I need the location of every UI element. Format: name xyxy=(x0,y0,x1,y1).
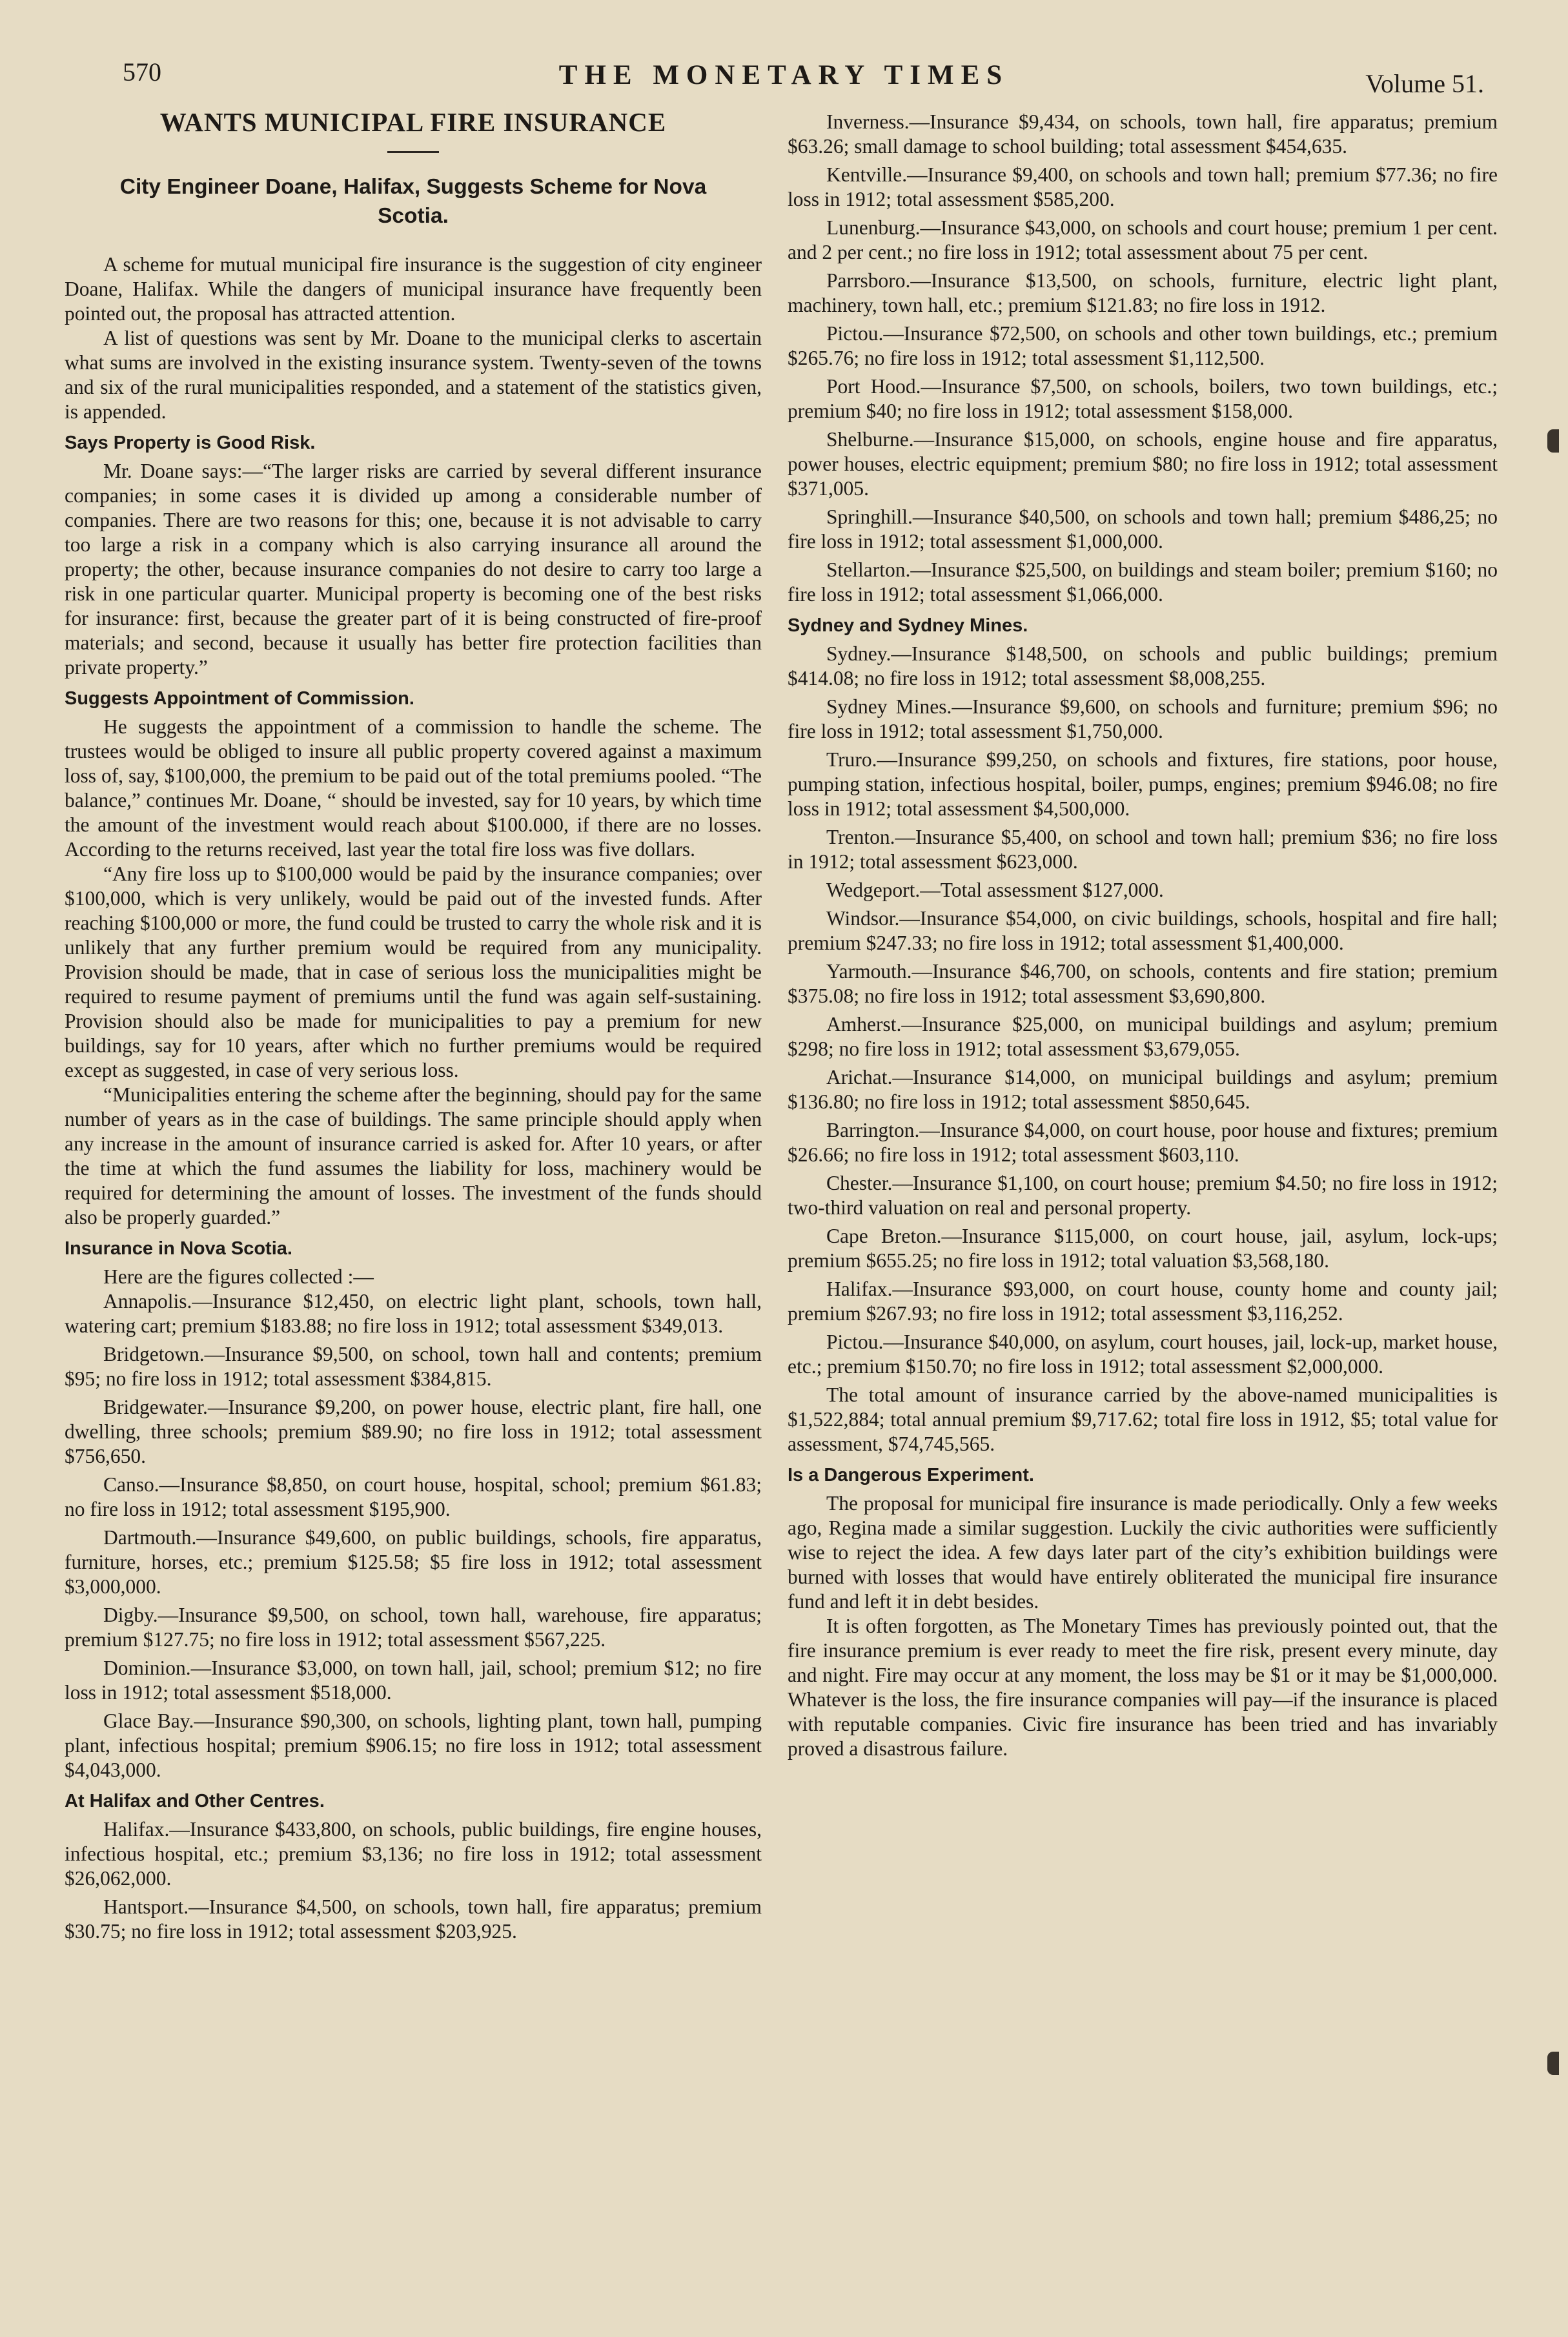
list-item: Barrington.—Insurance $4,000, on court house, poor house and fixtures; premium $26.66; no fire loss in 1912; total assessment $603,110. xyxy=(788,1119,1498,1166)
title-rule xyxy=(387,151,439,153)
section-heading: Suggests Appointment of Commission. xyxy=(65,688,414,709)
list-item: Kentville.—Insurance $9,400, on schools and town hall; premium $77.36; no fire loss in 1912; total assessment $585,200. xyxy=(788,163,1498,210)
section-heading: Insurance in Nova Scotia. xyxy=(65,1238,292,1259)
list-item: Dominion.—Insurance $3,000, on town hall, jail, school; premium $12; no fire loss in 1912; total assessment $518,000. xyxy=(65,1657,762,1704)
list-item: Hantsport.—Insurance $4,500, on schools, town hall, fire apparatus; premium $30.75; no fire loss in 1912; total assessment $203,925. xyxy=(65,1895,762,1943)
paragraph: He suggests the appointment of a commission to handle the scheme. The trustees would be obliged to insure all public property covered against a maximum loss of, say, $100,000, the premium to be paid out of the total premiums pooled. “The balance,” continues Mr. Doane, “ should be invested, say for 10 years, by which time the amount of the investment would reach about $100.000, if there are no losses. According to the returns received, last year the total fire loss was five dollars. xyxy=(65,715,762,861)
section-heading: Is a Dangerous Experiment. xyxy=(788,1465,1034,1485)
paragraph: It is often forgotten, as The Monetary Times has previously pointed out, that the fire insurance premium is ever ready to meet the fire risk, present every minute, day and night. Fire may occur at any moment, the loss may be $1 or it may be $1,000,000. Whatever is the loss, the fire insurance companies will pay—if the insurance is placed with reputable companies. Civic fire insurance has been tried and has invariably proved a disastrous failure. xyxy=(788,1615,1498,1760)
section-heading: Says Property is Good Risk. xyxy=(65,433,316,453)
list-item: Stellarton.—Insurance $25,500, on buildings and steam boiler; premium $160; no fire loss in 1912; total assessment $1,066,000. xyxy=(788,558,1498,606)
list-item: Lunenburg.—Insurance $43,000, on schools and court house; premium 1 per cent. and 2 per cent.; no fire loss in 1912; total assessment about 75 per cent. xyxy=(788,216,1498,263)
list-item: Dartmouth.—Insurance $49,600, on public buildings, schools, fire apparatus, furniture, horses, etc.; premium $125.58; $5 fire loss in 1912; total assessment $3,000,000. xyxy=(65,1526,762,1598)
paragraph: The proposal for municipal fire insurance is made periodically. Only a few weeks ago, Regina made a similar suggestion. Luckily the civic authorities were sufficiently wise to reject the idea. A few days later part of the city’s exhibition buildings were burned with losses that would have entirely obliterated the municipal fire insurance fund and left it in debt besides. xyxy=(788,1492,1498,1613)
list-item: Digby.—Insurance $9,500, on school, town hall, warehouse, fire apparatus; premium $127.75; no fire loss in 1912; total assessment $567,225. xyxy=(65,1604,762,1651)
list-item: Bridgetown.—Insurance $9,500, on school, town hall and contents; premium $95; no fire loss in 1912; total assessment $384,815. xyxy=(65,1343,762,1390)
list-item: Halifax.—Insurance $433,800, on schools, public buildings, fire engine houses, infectious hospital, etc.; premium $3,136; no fire loss in 1912; total assessment $26,062,000. xyxy=(65,1818,762,1890)
right-column xyxy=(788,110,1498,2279)
running-head: THE MONETARY TIMES xyxy=(558,60,1010,90)
list-item: The total amount of insurance carried by the above-named municipalities is $1,522,884; total annual premium $9,717.62; total fire loss in 1912, $5; total value for assessment, $74,745,565. xyxy=(788,1383,1498,1455)
list-item: Inverness.—Insurance $9,434, on schools, town hall, fire apparatus; premium $63.26; small damage to school building; total assessment $454,635. xyxy=(788,110,1498,158)
page-number: 570 xyxy=(123,57,161,87)
section-heading: Sydney and Sydney Mines. xyxy=(788,615,1028,636)
list-item: Pictou.—Insurance $40,000, on asylum, court houses, jail, lock-up, market house, etc.; premium $150.70; no fire loss in 1912; total assessment $2,000,000. xyxy=(788,1331,1498,1378)
page-header xyxy=(0,0,1568,110)
list-item: Yarmouth.—Insurance $46,700, on schools, contents and fire station; premium $375.08; no fire loss in 1912; total assessment $3,690,800. xyxy=(788,960,1498,1007)
binding-tab xyxy=(1547,429,1559,453)
paragraph: Here are the figures collected :— xyxy=(103,1265,374,1288)
list-item: Shelburne.—Insurance $15,000, on schools, engine house and fire apparatus, power houses, electric equipment; premium $80; no fire loss in 1912; total assessment $371,005. xyxy=(788,428,1498,500)
list-item: Sydney Mines.—Insurance $9,600, on schools and furniture; premium $96; no fire loss in 1912; total assessment $1,750,000. xyxy=(788,695,1498,742)
paragraph: A list of questions was sent by Mr. Doane to the municipal clerks to ascertain what sums are involved in the existing insurance system. Twenty-seven of the towns and six of the rural municipalities responded, and a statement of the statistics given, is appended. xyxy=(65,327,762,423)
list-item: Sydney.—Insurance $148,500, on schools and public buildings; premium $414.08; no fire loss in 1912; total assessment $8,008,255. xyxy=(788,642,1498,689)
paragraph: Mr. Doane says:—“The larger risks are carried by several different insurance companies; in some cases it is divided up among a considerable number of companies. There are two reasons for this; one, because it is not advisable to carry too large a risk in a company which is also carrying insurance all around the property; the other, because insurance companies do not desire to carry too large a risk in one particular quarter. Municipal property is becoming one of the best risks for insurance: first, because the greater part of it is being constructed of fire-proof materials; and second, because it usually has better fire protection facilities than private property.” xyxy=(65,460,762,679)
left-column xyxy=(65,110,762,2279)
list-item: Arichat.—Insurance $14,000, on municipal buildings and asylum; premium $136.80; no fire loss in 1912; total assessment $850,645. xyxy=(788,1066,1498,1113)
list-item: Port Hood.—Insurance $7,500, on schools, boilers, two town buildings, etc.; premium $40; no fire loss in 1912; total assessment $158,000. xyxy=(788,375,1498,422)
paragraph: A scheme for mutual municipal fire insurance is the suggestion of city engineer Doane, Halifax. While the dangers of municipal insurance have frequently been pointed out, the proposal has attracted attention. xyxy=(65,253,762,325)
section-heading: At Halifax and Other Centres. xyxy=(65,1791,325,1811)
list-item: Annapolis.—Insurance $12,450, on electric light plant, schools, town hall, watering cart; premium $183.88; no fire loss in 1912; total assessment $349,013. xyxy=(65,1290,762,1337)
list-item: Amherst.—Insurance $25,000, on municipal buildings and asylum; premium $298; no fire loss in 1912; total assessment $3,679,055. xyxy=(788,1013,1498,1060)
list-item: Truro.—Insurance $99,250, on schools and fixtures, fire stations, poor house, pumping station, infectious hospital, boiler, pumps, engines; premium $946.08; no fire loss in 1912; total assessment $4,500,000. xyxy=(788,748,1498,820)
paragraph: “Any fire loss up to $100,000 would be paid by the insurance companies; over $100,000, which is very unlikely, would be paid out of the invested funds. After reaching $100,000 or more, the fund could be trusted to carry the whole risk and it is unlikely that any further premium would be required from any municipality. Provision should be made, that in case of serious loss the municipalities might be required to resume payment of premiums until the fund was again self-sustaining. Provision should also be made for municipalities to pay a premium for new buildings, say for 10 years, after which no further premiums would be required except as suggested, in case of very serious loss. xyxy=(65,862,762,1081)
list-item: Wedgeport.—Total assessment $127,000. xyxy=(826,879,1164,901)
list-item: Pictou.—Insurance $72,500, on schools and other town buildings, etc.; premium $265.76; no fire loss in 1912; total assessment $1,112,500. xyxy=(788,322,1498,369)
list-item: Windsor.—Insurance $54,000, on civic buildings, schools, hospital and fire hall; premium $247.33; no fire loss in 1912; total assessment $1,400,000. xyxy=(788,907,1498,954)
binding-tab xyxy=(1547,2052,1559,2075)
paragraph: “Municipalities entering the scheme after the beginning, should pay for the same number of years as in the case of buildings. The same principle should apply when any increase in the amount of insurance carried is asked for. After 10 years, or after the time at which the fund assumes the liability for loss, machinery would be required for determining the amount of losses. The investment of the funds should also be properly guarded.” xyxy=(65,1083,762,1229)
article-title: WANTS MUNICIPAL FIRE INSURANCE xyxy=(159,110,667,137)
list-item: Canso.—Insurance $8,850, on court house, hospital, school; premium $61.83; no fire loss in 1912; total assessment $195,900. xyxy=(65,1473,762,1520)
list-item: Bridgewater.—Insurance $9,200, on power house, electric plant, fire hall, one dwelling, three schools; premium $89.90; no fire loss in 1912; total assessment $756,650. xyxy=(65,1396,762,1467)
list-item: Chester.—Insurance $1,100, on court house; premium $4.50; no fire loss in 1912; two-third valuation on real and personal property. xyxy=(788,1172,1498,1219)
list-item: Glace Bay.—Insurance $90,300, on schools, lighting plant, town hall, pumping plant, infectious hospital; premium $906.15; no fire loss in 1912; total assessment $4,043,000. xyxy=(65,1709,762,1781)
list-item: Cape Breton.—Insurance $115,000, on court house, jail, asylum, lock-ups; premium $655.25; no fire loss in 1912; total valuation $3,568,180. xyxy=(788,1225,1498,1272)
list-item: Springhill.—Insurance $40,500, on schools and town hall; premium $486,25; no fire loss in 1912; total assessment $1,000,000. xyxy=(788,505,1498,553)
list-item: Parrsboro.—Insurance $13,500, on schools, furniture, electric light plant, machinery, town hall, etc.; premium $121.83; no fire loss in 1912. xyxy=(788,269,1498,316)
list-item: Trenton.—Insurance $5,400, on school and town hall; premium $36; no fire loss in 1912; total assessment $623,000. xyxy=(788,826,1498,873)
list-item: Halifax.—Insurance $93,000, on court house, county home and county jail; premium $267.93; no fire loss in 1912; total assessment $3,116,252. xyxy=(788,1278,1498,1325)
article-subtitle: City Engineer Doane, Halifax, Suggests Scheme for Nova Scotia. xyxy=(119,175,707,228)
volume-label: Volume 51. xyxy=(1365,69,1484,98)
